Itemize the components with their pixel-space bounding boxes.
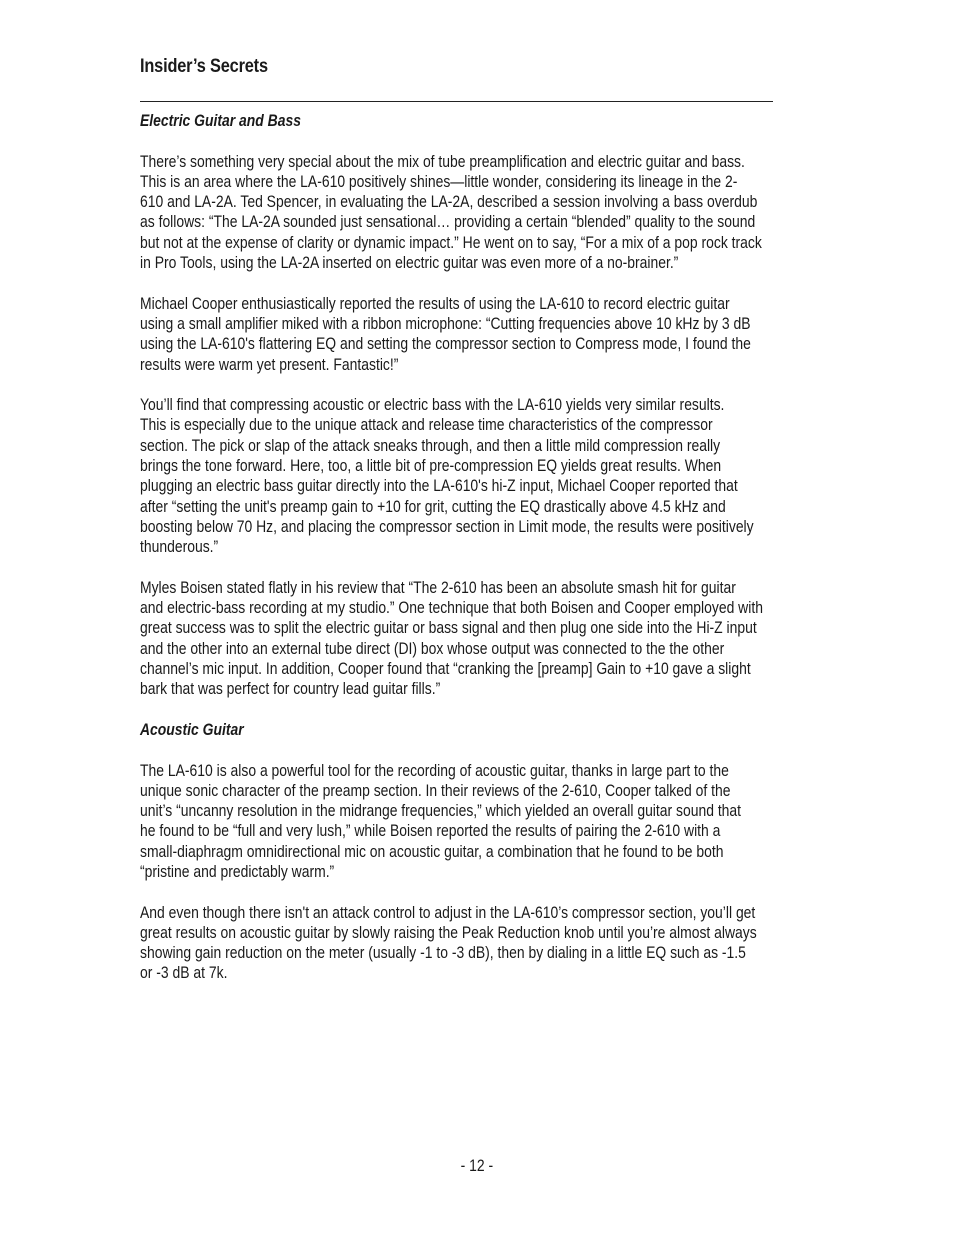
text-line: showing gain reduction on the meter (usually -1 to -3 dB), then by dialing in a little EQ such as -1.5: [140, 944, 746, 963]
text-line: brings the tone forward. Here, too, a little bit of pre-compression EQ yields great results. When: [140, 457, 722, 476]
text-line: thunderous.”: [140, 538, 219, 557]
paragraph: [140, 395, 815, 557]
text-line: as follows: “The LA-2A sounded just sensational… providing a certain “blended” quality to the sound: [140, 213, 756, 232]
text-line: but not at the expense of clarity or dynamic impact.” He went on to say, “For a mix of a pop rock track: [140, 233, 762, 252]
text-line: and the other into an external tube direct (DI) box whose output was connected to the the other: [140, 639, 725, 658]
text-line: great success was to split the electric guitar or bass signal and then plug one side into the Hi-Z input: [140, 619, 757, 638]
text-line: after “setting the unit's preamp gain to +10 for grit, cutting the EQ drastically above 4.5 kHz and: [140, 497, 726, 516]
paragraph: [140, 152, 815, 274]
text-line: You’ll find that compressing acoustic or electric bass with the LA-610 yields very similar results.: [140, 396, 725, 415]
text-line: he found to be “full and very lush,” while Boisen reported the results of pairing the 2-610 with a: [140, 822, 721, 841]
text-line: using the LA-610's flattering EQ and setting the compressor section to Compress mode, I found the: [140, 335, 751, 354]
section-heading-electric-guitar-bass: Electric Guitar and Bass: [140, 112, 301, 130]
page-header-title: Insider’s Secrets: [140, 56, 268, 77]
document-body: [140, 111, 815, 1004]
text-line: small-diaphragm omnidirectional mic on acoustic guitar, a combination that he found to be both: [140, 842, 724, 861]
text-line: results were warm yet present. Fantastic!”: [140, 355, 399, 374]
text-line: using a small amplifier miked with a ribbon microphone: “Cutting frequencies above 10 kHz by 3 dB: [140, 314, 751, 333]
paragraph: [140, 578, 815, 700]
text-line: section. The pick or slap of the attack sneaks through, and then a little mild compression really: [140, 436, 721, 455]
text-line: unique sonic character of the preamp section. In their reviews of the 2-610, Cooper talked of the: [140, 781, 731, 800]
paragraph: [140, 903, 815, 984]
text-line: or -3 dB at 7k.: [140, 964, 228, 983]
page-number: [0, 1157, 954, 1176]
text-line: channel’s mic input. In addition, Cooper found that “cranking the [preamp] Gain to +10 gave a slight: [140, 660, 751, 679]
text-line: The LA-610 is also a powerful tool for the recording of acoustic guitar, thanks in large part to the: [140, 761, 729, 780]
text-line: And even though there isn't an attack control to adjust in the LA-610’s compressor section, you’ll get: [140, 903, 756, 922]
text-line: in Pro Tools, using the LA-2A inserted on electric guitar was even more of a no-brainer.”: [140, 254, 679, 273]
text-line: 610 and LA-2A. Ted Spencer, in evaluating the LA-2A, described a session involving a bass overdub: [140, 193, 758, 212]
section-heading-acoustic-guitar: Acoustic Guitar: [140, 720, 244, 739]
text-line: great results on acoustic guitar by slowly raising the Peak Reduction knob until you’re almost always: [140, 923, 757, 942]
text-line: unit’s “uncanny resolution in the midrange frequencies,” which yielded an overall guitar sound that: [140, 802, 742, 821]
text-line: Myles Boisen stated flatly in his review that “The 2-610 has been an absolute smash hit for guitar: [140, 578, 736, 597]
page-number-text: - 12 -: [460, 1157, 494, 1175]
text-line: and electric-bass recording at my studio.” One technique that both Boisen and Cooper employed with: [140, 599, 763, 618]
text-line: Michael Cooper enthusiastically reported the results of using the LA-610 to record electric guitar: [140, 294, 730, 313]
text-line: This is especially due to the unique attack and release time characteristics of the compressor: [140, 416, 713, 435]
text-line: bark that was perfect for country lead guitar fills.”: [140, 680, 441, 699]
text-line: boosting below 70 Hz, and placing the compressor section in Limit mode, the results were positively: [140, 517, 754, 536]
paragraph: [140, 294, 815, 375]
header-divider: [140, 101, 773, 102]
text-line: “pristine and predictably warm.”: [140, 862, 335, 881]
text-line: There’s something very special about the mix of tube preamplification and electric guitar and bass.: [140, 152, 745, 171]
text-line: plugging an electric bass guitar directly into the LA-610's hi-Z input, Michael Cooper reported that: [140, 477, 738, 496]
paragraph: [140, 761, 815, 883]
text-line: This is an area where the LA-610 positively shines—little wonder, considering its lineage in the 2-: [140, 172, 738, 191]
